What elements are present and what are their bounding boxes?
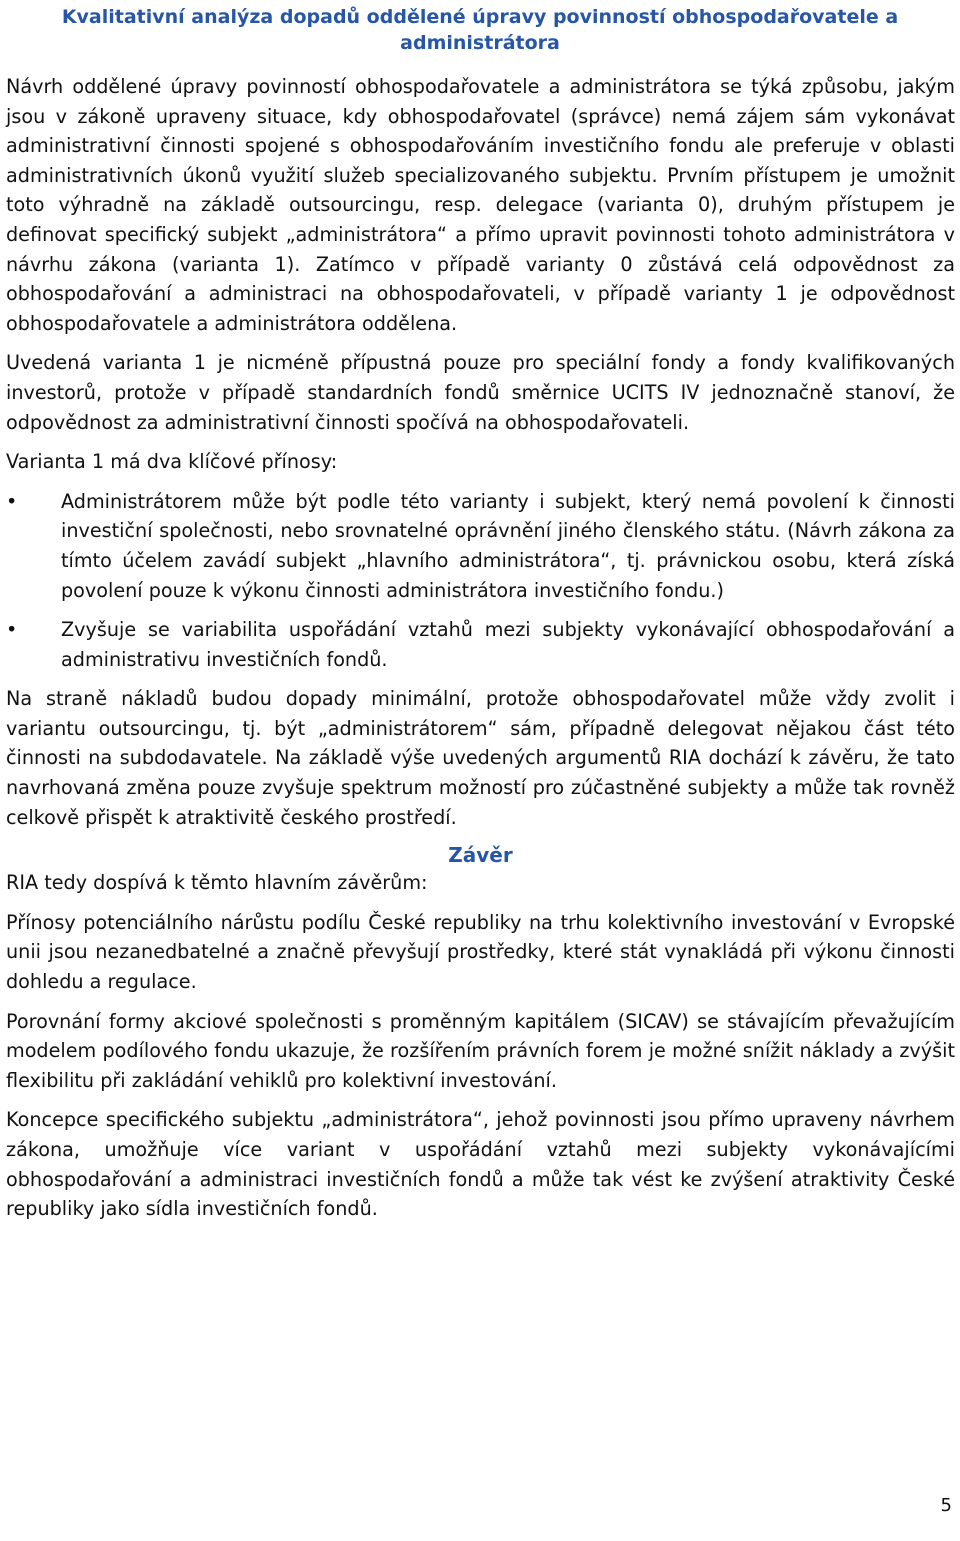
paragraph-intro: Návrh oddělené úpravy povinností obhospodařovatele a administrátora se týká způsobu, jakým jsou v zákoně upraveny situace, kdy obhospodařovatel (správce) nemá zájem sám vykonávat administrativní činnosti spojené s obhospodařováním investičního fondu ale preferuje v oblasti administrativních úkonů využití služeb specializovaného subjektu. Prvním přístupem je umožnit toto výhradně na základě outsourcingu, resp. delegace (varianta 0), druhým přístupem je definovat specifický subjekt „administrátora“ a přímo upravit povinnosti tohoto administrátora v návrhu zákona (varianta 1). Zatímco v případě varianty 0 zůstává celá odpovědnost za obhospodařování a administraci na obhospodařovateli, v případě varianty 1 je odpovědnost obhospodařovatele a administrátora oddělena. — [6, 75, 955, 335]
paragraph-conclusion-3: Koncepce specifického subjektu „administrátora“, jehož povinnosti jsou přímo upraveny návrhem zákona, umožňuje více variant v uspořádání vztahů mezi subjekty vykonávajícími obhospodařování a administraci investičních fondů a může tak vést ke zvýšení atraktivity České republiky jako sídla investičních fondů. — [6, 1108, 955, 1221]
benefits-list — [6, 487, 955, 675]
conclusion-title: Závěr — [448, 843, 513, 868]
paragraph-benefits-lead: Varianta 1 má dva klíčové přínosy: — [6, 450, 338, 474]
bullet-icon: • — [6, 618, 18, 642]
paragraph-ucits: Uvedená varianta 1 je nicméně přípustná pouze pro speciální fondy a fondy kvalifikovaných investorů, protože v případě standardních fondů směrnice UCITS IV jednoznačně stanoví, že odpovědnost za administrativní činnosti spočívá na obhospodařovateli. — [6, 351, 955, 434]
document-heading: Kvalitativní analýza dopadů oddělené úpravy povinností obhospodařovatele a administrátora — [61, 6, 899, 54]
paragraph-conclusion-lead: RIA tedy dospívá k těmto hlavním závěrům: — [6, 871, 428, 895]
list-item-text: Administrátorem může být podle této varianty i subjekt, který nemá povolení k činnosti investiční společnosti, nebo srovnatelné oprávnění jiného členského státu. (Návrh zákona za tímto účelem zavádí subjekt „hlavního administrátora“, tj. právnickou osobu, která získá povolení pouze k výkonu činnosti administrátora investičního fondu.) — [61, 489, 955, 602]
bullet-icon: • — [6, 489, 18, 513]
list-item — [6, 487, 955, 605]
list-item — [6, 615, 955, 674]
page-number: 5 — [940, 1495, 952, 1516]
document-body — [6, 72, 955, 1234]
paragraph-costs: Na straně nákladů budou dopady minimální, protože obhospodařovatel může vždy zvolit i variantu outsourcingu, tj. být „administrátorem“ sám, případně delegovat nějakou část této činnosti na subdodavatele. Na základě výše uvedených argumentů RIA dochází k závěru, že tato navrhovaná změna pouze zvyšuje spektrum možností pro zúčastněné subjekty a může tak rovněž celkově přispět k atraktivitě českého prostředí. — [6, 687, 955, 829]
list-item-text: Zvyšuje se variabilita uspořádání vztahů mezi subjekty vykonávající obhospodařování a administrativu investičních fondů. — [61, 618, 955, 671]
paragraph-conclusion-2: Porovnání formy akciové společnosti s proměnným kapitálem (SICAV) se stávajícím převažujícím modelem podílového fondu ukazuje, že rozšířením právních forem je možné snížit náklady a zvýšit flexibilitu při zakládání vehiklů pro kolektivní investování. — [6, 1009, 955, 1092]
paragraph-conclusion-1: Přínosy potenciálního nárůstu podílu České republiky na trhu kolektivního investování v Evropské unii jsou nezanedbatelné a značně převyšují prostředky, které stát vynakládá při výkonu činnosti dohledu a regulace. — [6, 910, 955, 994]
